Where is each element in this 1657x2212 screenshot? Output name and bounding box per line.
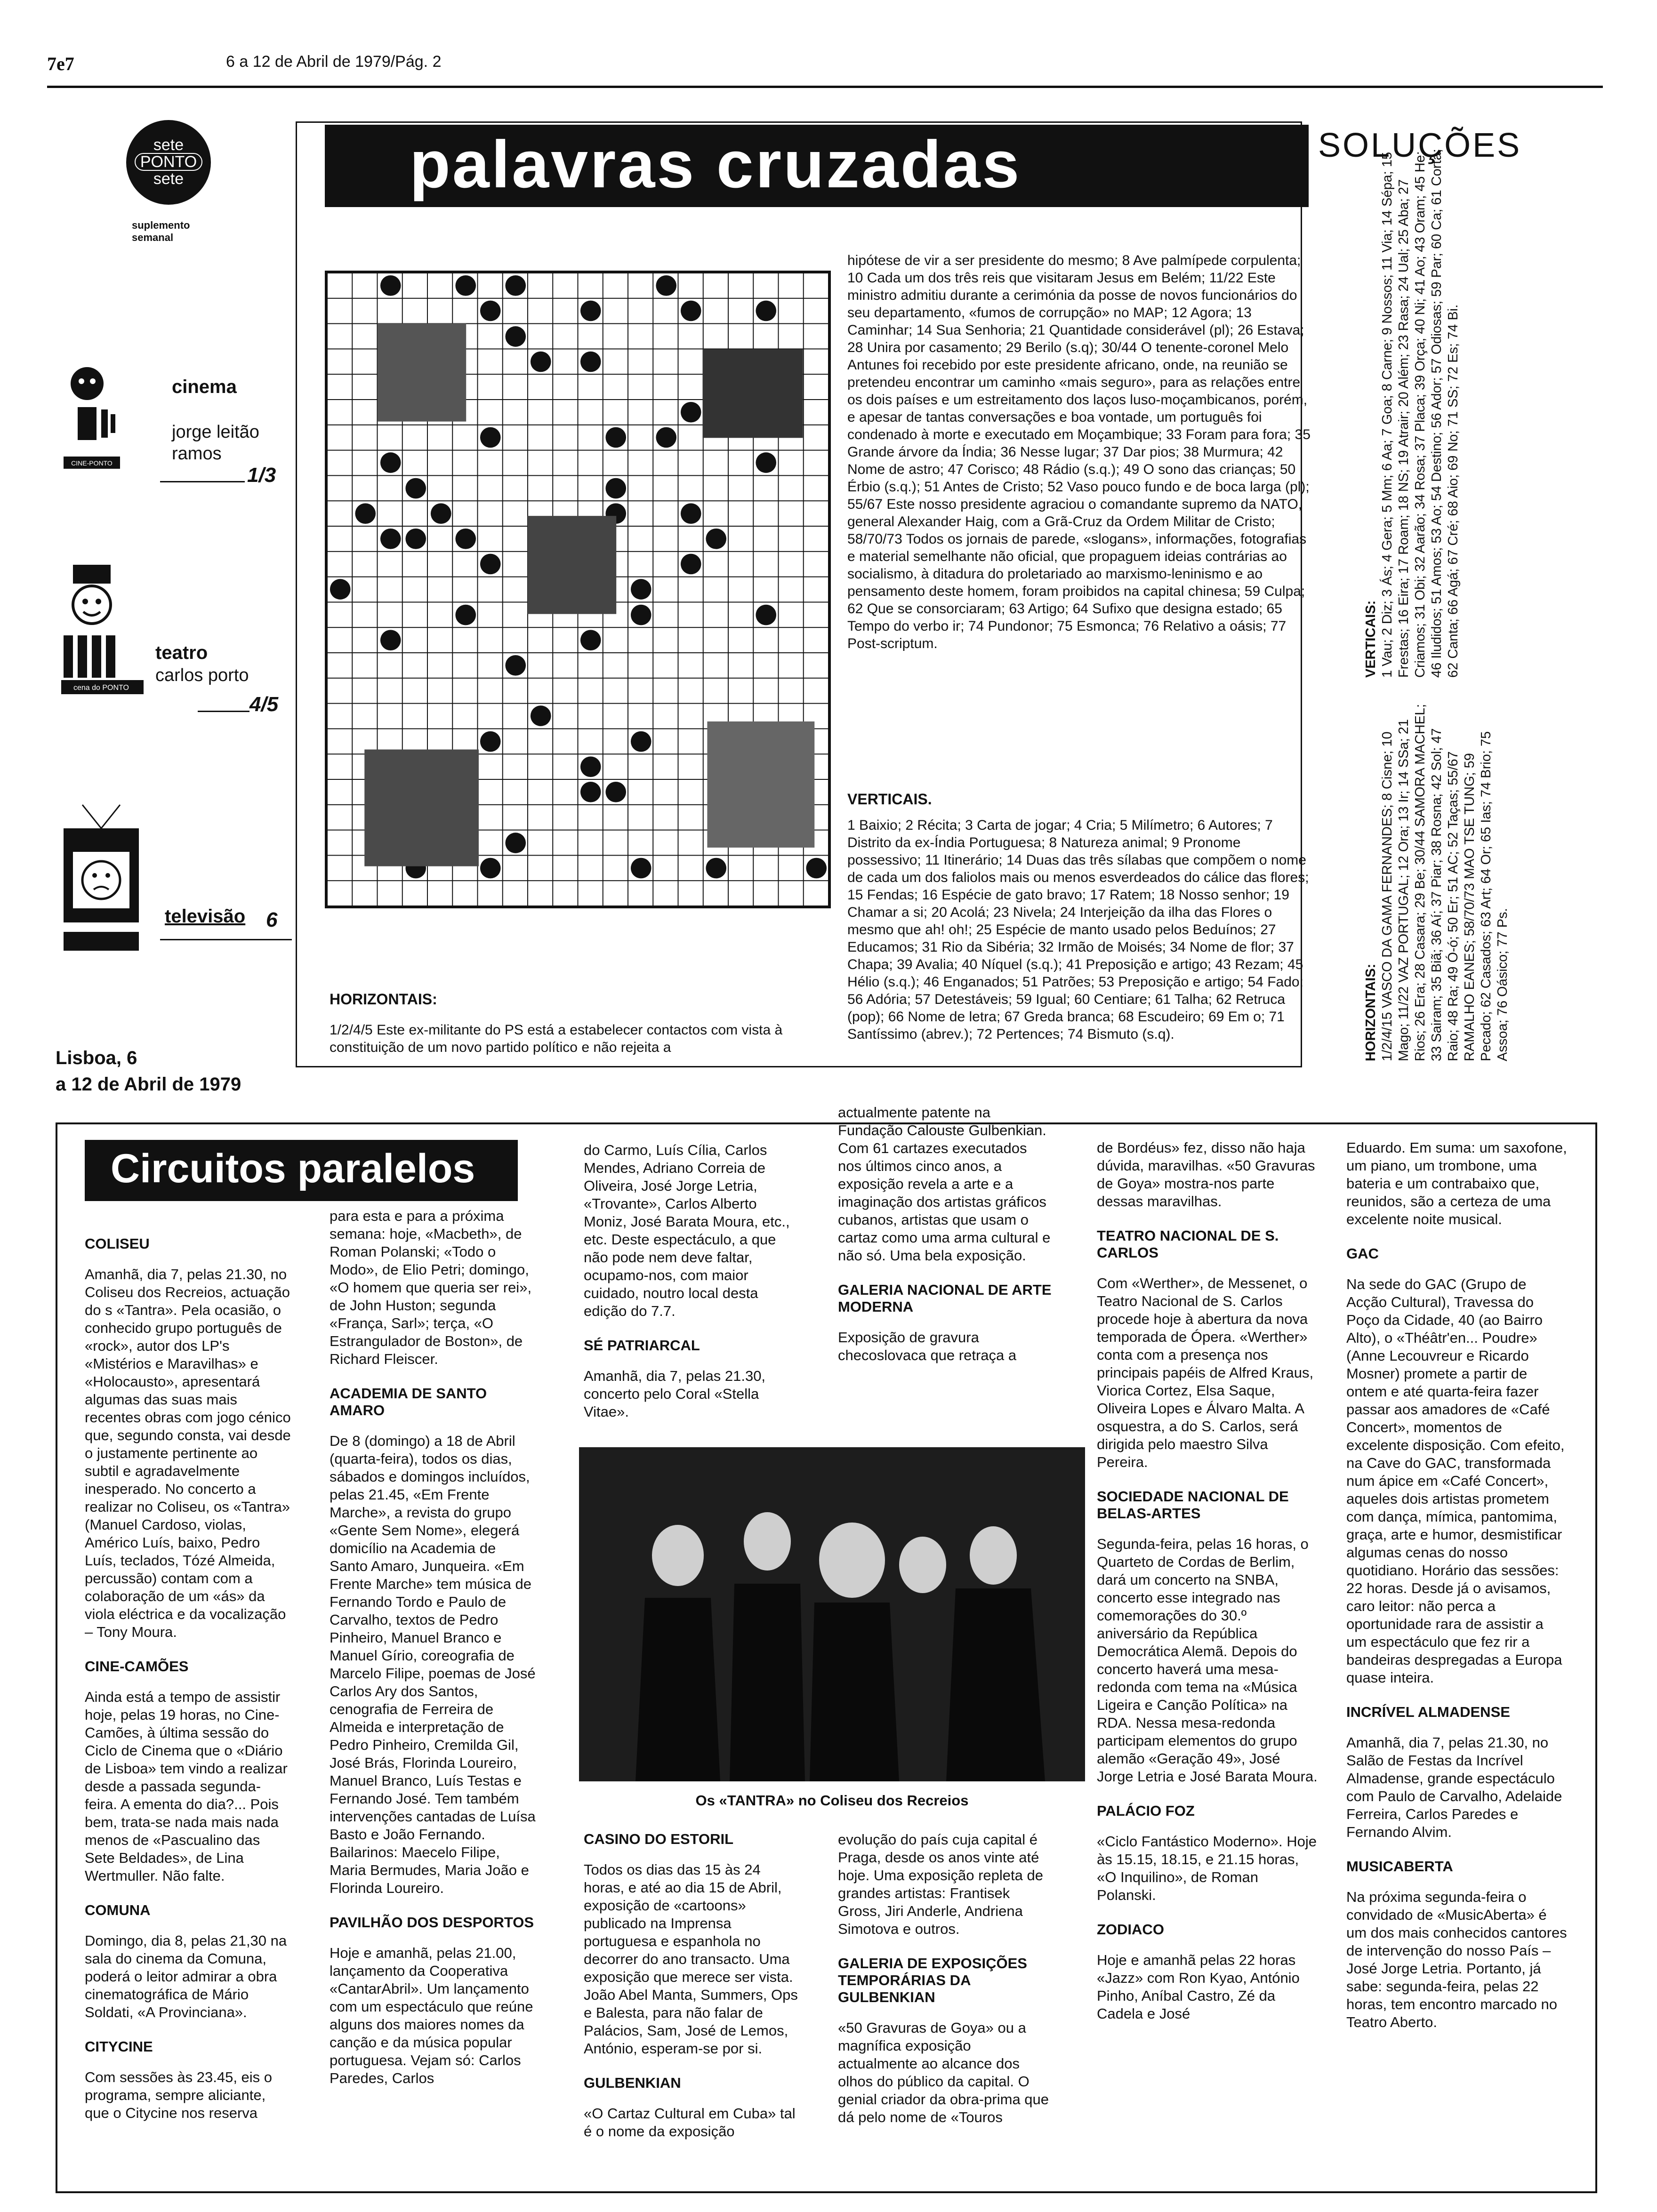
article-column-1 [85, 1235, 292, 2139]
verticais-heading: VERTICAIS. [847, 791, 932, 808]
article-heading: ACADEMIA DE SANTO AMARO [330, 1385, 487, 1419]
logo-line-3: sete [153, 170, 184, 188]
circuitos-title: Circuitos paralelos [111, 1146, 475, 1191]
issue-date: 6 a 12 de Abril de 1979/Pág. 2 [226, 53, 442, 71]
logo-line-2: PONTO [135, 153, 202, 171]
section-title-cinema: cinema [172, 377, 237, 397]
article-heading: CITYCINE [85, 2038, 153, 2055]
article-heading: MUSICABERTA [1346, 1858, 1453, 1875]
solutions-horizontais-text: 1/2/4/15 VASCO DA GAMA FERNANDES; 8 Cisne; 10 Mago; 11/22 VAZ PORTUGAL; 12 Ora; 13 Ir; 14 SSa; 21 Rios; 26 Era; 28 Casara; 29 Be; 30/44 SAMORA MACHEL; 33 Sairam; 35 Biã; 36 Aí; 37 Piar; 38 Rosna; 42 Sol; 47 Raio; 48 Ra; 49 Ó-ó; 50 Er; 51 AC; 52 Taças; 55/67 RAMALHO EANES; 58/70/73 MAO TSE TUNG; 59 Pecado; 62 Casados; 63 Art; 64 Or; 65 Ias; 74 Brio; 75 Assoa; 76 Oásico; 77 Ps. [1380, 704, 1510, 1061]
article-column-4b [838, 1831, 1054, 2143]
section-rule-televisao [160, 939, 292, 940]
article-body: Amanhã, dia 7, pelas 21.30, no Salão de Festas da Incrível Almadense, grande espectáculo com Paulo de Carvalho, Adelaide Ferreira, Carlos Paredes e Fernando Alvim. [1346, 1734, 1562, 1840]
section-author-cinema: jorge leitão ramos [172, 422, 259, 464]
article-column-3 [584, 1141, 800, 1438]
article-body: Na próxima segunda-feira o convidado de «MusicAberta» é um dos mais conhecidos cantores de intervenção do nosso País – José Jorge Letria. Portanto, já sabe: segunda-feira, pelas 22 horas, tem encontro marcado no Teatro Aberto. [1346, 1889, 1567, 2030]
article-body: «50 Gravuras de Goya» ou a magnífica exposição actualmente ao alcance dos olhos do público da capital. O genial criador da obra-prima que dá pelo nome de «Touros [838, 2020, 1049, 2125]
section-rule-cinema [160, 481, 245, 482]
tantra-band-photo [579, 1447, 1085, 1781]
header-rule [47, 86, 1603, 88]
article-body: De 8 (domingo) a 18 de Abril (quarta-feira), todos os dias, sábados e domingos incluídos, pelas 21.45, «Em Frente Marche», a revista do grupo «Gente Sem Nome», elegerá domicílio na Academia de Santo Amaro, Junqueira. «Em Frente Marche» tem música de Fernando Tordo e Paulo de Carvalho, textos de Pedro Pinheiro, Manuel Branco e Manuel Gírio, coreografia de Marcelo Filipe, poemas de José Carlos Ary dos Santos, cenografia de Ferreira de Almeida e interpretação de Pedro Pinheiro, Cremilda Gil, José Brás, Florinda Loureiro, Manuel Branco, Luís Testas e Fernando José. Tem também intervenções cantadas de Luísa Basto e João Fernando. Bailarinos: Maecelo Filipe, Maria Bermudes, Maria João e Florinda Loureiro. [330, 1433, 536, 1896]
article-body: Com sessões às 23.45, eis o programa, sempre aliciante, que o Citycine nos reserva [85, 2069, 273, 2121]
section-rule-teatro [198, 711, 249, 712]
photo-portrait-3 [528, 516, 616, 614]
section-author-teatro: carlos porto [155, 665, 249, 685]
tantra-band-figures [579, 1447, 1085, 1781]
article-column-6 [1346, 1139, 1568, 2048]
solutions-horizontais [1363, 704, 1511, 1061]
article-column-4 [838, 1104, 1054, 1381]
article-heading: GALERIA DE EXPOSIÇÕES TEMPORÁRIAS DA GULBENKIAN [838, 1955, 1027, 2005]
article-heading: COLISEU [85, 1235, 150, 1252]
article-column-3b [584, 1831, 800, 2157]
article-heading: PAVILHÃO DOS DESPORTOS [330, 1914, 534, 1931]
suplemento-label: suplemento semanal [132, 219, 190, 243]
solutions-verticais [1363, 141, 1462, 678]
article-body: Na sede do GAC (Grupo de Acção Cultural), Travessa do Poço da Cidade, 40 (ao Bairro Alto), o «Théâtr'en... Poudre» (Anne Lecouvreur e Ricardo Mosner) promete a partir de ontem e até quarta-feira fazer passar aos amadores de «Café Concert», momentos de excelente disposição. Com efeito, na Cave do GAC, transformada num ápice em «Café Concert», aqueles dois artistas prometem com dança, mímica, pantomima, graça, arte e humor, desmistificar algumas cenas do nosso quotidiano. Horário das sessões: 22 horas. Desde já o avisamos, caro leitor: não perca a oportunidade rara de assistir a um espectáculo que fez rir a bandeiras despregadas a Europa quase inteira. [1346, 1276, 1565, 1686]
article-heading: ZODIACO [1097, 1921, 1164, 1938]
sete-ponto-sete-logo [126, 120, 211, 205]
solutions-title: SOLUÇÕES [1318, 127, 1522, 164]
article-heading: INCRÍVEL ALMADENSE [1346, 1704, 1510, 1720]
article-body: para esta e para a próxima semana: hoje, «Macbeth», de Roman Polanski; «Todo o Modo», de Elio Petri; domingo, «O homem que queria ser rei», de John Huston; segunda «França, Sarl»; terça, «O Estrangulador de Boston», de Richard Fleiscer. [330, 1208, 532, 1367]
article-heading: CASINO DO ESTORIL [584, 1831, 734, 1847]
photo-caption: Os «TANTRA» no Coliseu dos Recreios [695, 1792, 969, 1809]
article-column-2 [330, 1207, 537, 2104]
article-heading: TEATRO NACIONAL DE S. CARLOS [1097, 1227, 1279, 1261]
article-heading: GULBENKIAN [584, 2075, 681, 2091]
section-page-cinema: 1/3 [247, 464, 276, 487]
article-heading: SOCIEDADE NACIONAL DE BELAS-ARTES [1097, 1488, 1289, 1522]
article-body: Todos os dias das 15 às 24 horas, e até ao dia 15 de Abril, exposição de «cartoons» publicado na Imprensa portuguesa e espanhola no decorrer do ano transacto. Uma exposição que merece ser vista. João Abel Manta, Summers, Ops e Balesta, para não falar de Palácios, Sam, José de Lemos, António, esperam-se por si. [584, 1861, 798, 2057]
crossword-grid [325, 271, 831, 908]
logo-line-1: sete [153, 136, 184, 154]
article-body: Exposição de gravura checoslovaca que retraça a [838, 1329, 1017, 1363]
article-heading: COMUNA [85, 1902, 151, 1918]
article-column-5 [1097, 1139, 1318, 2040]
article-heading: GALERIA NACIONAL DE ARTE MODERNA [838, 1282, 1052, 1315]
article-body: «O Cartaz Cultural em Cuba» tal é o nome da exposição [584, 2105, 796, 2140]
article-body: «Ciclo Fantástico Moderno». Hoje às 15.15, 18.15, e 21.15 horas, «O Inquilino», de Roman Polanski. [1097, 1833, 1317, 1903]
article-body: de Bordéus» fez, disso não haja dúvida, maravilhas. «50 Gravuras de Goya» mostra-nos parte dessas maravilhas. [1097, 1139, 1315, 1210]
article-body: Domingo, dia 8, pelas 21,30 na sala do cinema da Comuna, poderá o leitor admirar a obra cinematográfica de Mário Soldati, «A Provinciana». [85, 1932, 287, 2020]
horizontais-continued: hipótese de vir a ser presidente do mesmo; 8 Ave palmípede corpulenta; 10 Cada um dos três reis que visitaram Jesus em Belém; 11/22 Este ministro admitiu durante a cerimónia da posse de novos funcionários do seu departamento, «fumos de corrupção» no MAP; 12 Agora; 13 Caminhar; 14 Sua Senhoria; 21 Quantidade considerável (pl); 26 Estava; 28 Unira por casamento; 29 Berilo (s.q); 30/44 O tenente-coronel Melo Antunes foi recebido por este presidente africano, onde, na reunião se pretendeu encontrar um caminho «mais seguro», para as relações entre os dois países e um estreitamento dos laços luso-moçambicanos, porém, e apesar de tantas conversações e boa vontade, um português foi condenado à morte e executado em Moçambique; 33 Foram para fora; 35 Grande árvore da Índia; 36 Nesse lugar; 37 Dar pios; 38 Murmura; 42 Nome de astro; 47 Corisco; 48 Rádio (s.q.); 49 O sono das crianças; 50 Érbio (s.q.); 51 Antes de Cristo; 52 Vaso pouco fundo e de boca larga (pl); 55/67 Este nosso presidente agraciou o comandante supremo da NATO, general Alexander Haig, com a Grã-Cruz da Ordem Militar de Cristo; 58/70/73 Todos os jornais de parede, «slogans», informações, fotografias e material semelhante não oficial, que propaguem ideias contrárias ao socialismo, à ditadura do proletariado ao marxismo-leninismo e ao pensamento deste homem, foram proibidos na capital chinesa; 59 Culpa; 62 Que se consorciaram; 63 Artigo; 64 Sufixo que designa estado; 65 Tempo do verbo ir; 74 Pundonor; 75 Esmonca; 76 Relativo a oásis; 77 Post-scriptum. [847, 253, 1311, 651]
photo-portrait-1 [378, 323, 466, 421]
article-body: actualmente patente na Fundação Calouste Gulbenkian. Com 61 cartazes executados nos últimos cinco anos, a exposição revela a arte e a imaginação dos artistas gráficos cubanos, artistas que usam o cartaz como uma arma cultural e não só. Uma bela exposição. [838, 1104, 1051, 1264]
dateline [56, 1045, 241, 1098]
article-body: Eduardo. Em suma: um saxofone, um piano, um trombone, uma bateria e um contrabaixo que, reunidos, são a certeza de uma excelente noite musical. [1346, 1139, 1567, 1227]
article-body: Amanhã, dia 7, pelas 21.30, no Coliseu dos Recreios, actuação do s «Tantra». Pela ocasião, o conhecido grupo português de «rock», autor dos LP's «Mistérios e Maravilhas» e «Holocausto», apresentará algumas das suas mais recentes obras com jogo cénico que, segundo consta, vai desde o justamente pertinente ao subtil e agradavelmente inesperado. No concerto a realizar no Coliseu, os «Tantra» (Manuel Cardoso, violas, Américo Luís, baixo, Pedro Luís, teclados, Tózé Almeida, percussão) contam com a colaboração de um «ás» da viola eléctrica e da vocalização – Tony Moura. [85, 1266, 291, 1640]
photo-portrait-2 [703, 349, 803, 438]
section-title-televisao: televisão [165, 906, 246, 927]
masthead-logo: 7e7 [47, 53, 74, 74]
article-body: Hoje e amanhã, pelas 21.00, lançamento da Cooperativa «CantarAbril». Um lançamento com um espectáculo que reúne alguns dos maiores nomes da canção e da música popular portuguesa. Vejam só: Carlos Paredes, Carlos [330, 1945, 533, 2086]
article-body: Segunda-feira, pelas 16 horas, o Quarteto de Cordas de Berlim, dará um concerto na SNBA, concerto esse integrado nas comemorações do 30.º aniversário da República Democrática Alemã. Depois do concerto haverá uma mesa-redonda com tema na «Música Ligeira e Canção Política» na RDA. Nessa mesa-redonda participam elementos do grupo alemão «Geração 49», José Jorge Letria e José Barata Moura. [1097, 1536, 1318, 1785]
horizontais-clues: 1/2/4/5 Este ex-militante do PS está a estabelecer contactos com vista à constituição de um novo partido político e não rejeita a [330, 1022, 783, 1055]
article-body: evolução do país cuja capital é Praga, desde os anos vinte até hoje. Uma exposição repleta de grandes artistas: Frantisek Gross, Jiri Anderle, Andriena Simotova e outros. [838, 1831, 1043, 1937]
section-page-televisao: 6 [266, 908, 278, 931]
solutions-verticais-head: VERTICAIS: [1363, 600, 1378, 678]
verticais-clues: 1 Baixio; 2 Récita; 3 Carta de jogar; 4 Cria; 5 Milímetro; 6 Autores; 7 Distrito da ex-Índia Portuguesa; 8 Natureza animal; 9 Pronome possessivo; 11 Itinerário; 14 Duas das três sílabas que compõem o nome de cada um dos faliolos mais ou menos esverdeados do cálice das flores; 15 Fendas; 16 Espécie de gato bravo; 17 Ratem; 18 Nosso senhor; 19 Chamar a si; 20 Acolá; 23 Nivela; 24 Interjeição da ilha das Flores o mesmo que ah! oh!; 25 Espécie de manto usado pelos Beduínos; 27 Educamos; 31 Rio da Sibéria; 32 Irmão de Moisés; 34 Nome de flor; 37 Chapa; 39 Avalia; 40 Níquel (s.q.); 41 Preposição e artigo; 43 Rezam; 45 Hélio (s.q.); 46 Enganados; 51 Patrões; 53 Preposição e artigo; 54 Fado; 56 Adória; 57 Detestáveis; 59 Igual; 60 Centiare; 61 Talha; 62 Retruca (pop); 66 Nome de letra; 67 Greda branca; 68 Escudeiro; 69 Em o; 71 Santíssimo (abrev.); 72 Pertences; 74 Bismuto (s.q). [847, 817, 1309, 1042]
svg-text:cena do PONTO: cena do PONTO [73, 684, 129, 692]
article-body: Ainda está a tempo de assistir hoje, pelas 19 horas, no Cine-Camões, à última sessão do Ciclo de Cinema que o «Diário de Lisboa» tem vindo a realizar desde a passada segunda-feira. A ementa do dia?... Pois bem, trata-se nada mais nada menos de «Pascualino das Sete Beldades», de Lina Wertmuller. Não falte. [85, 1689, 288, 1884]
svg-text:CINE-PONTO: CINE-PONTO [71, 459, 113, 467]
article-heading: SÉ PATRIARCAL [584, 1337, 700, 1354]
teatro-mascot-icon [54, 565, 158, 701]
photo-portrait-4 [707, 721, 814, 848]
solutions-verticais-text: 1 Vau; 2 Diz; 3 Ás; 4 Gera; 5 Mm; 6 Aa; 7 Goa; 8 Carne; 9 Nossos; 11 Via; 14 Sépa; 15 Frestas; 16 Eira; 17 Roam; 18 NS; 19 Atrair; 20 Além; 23 Rasa; 24 Ual; 25 Aba; 27 Criamos; 31 Obi; 32 Aarão; 34 Rosa; 37 Placa; 39 Orça; 40 Ni; 41 Ao; 43 Oram; 45 He; 46 Iludidos; 51 Amos; 53 Ao; 54 Destino; 56 Ador; 57 Odiosas; 59 Par; 60 Ca; 61 Corta; 62 Canta; 66 Agá; 67 Cré; 68 Aio; 69 No; 71 SS; 72 Es; 74 Bi. [1380, 149, 1461, 678]
article-body: Com «Werther», de Messenet, o Teatro Nacional de S. Carlos procede hoje à abertura da nova temporada de Ópera. «Werther» conta com a presença nos principais papéis de Alfred Kraus, Viorica Cortez, Elsa Saque, Oliveira Lopes e Álvaro Malta. A osquestra, a do S. Carlos, será dirigida pelo maestro Silva Pereira. [1097, 1275, 1314, 1470]
dateline-line-1: Lisboa, 6 [56, 1048, 137, 1068]
article-heading: CINE-CAMÕES [85, 1658, 189, 1675]
solutions-horizontais-head: HORIZONTAIS: [1363, 963, 1378, 1061]
photo-portrait-5 [364, 749, 479, 866]
section-page-teatro: 4/5 [249, 693, 279, 716]
article-body: Hoje e amanhã pelas 22 horas «Jazz» com Ron Kyao, António Pinho, Aníbal Castro, Zé da Cadela e José [1097, 1952, 1300, 2022]
crossword-title: palavras cruzadas [410, 127, 1022, 202]
article-body: Amanhã, dia 7, pelas 21.30, concerto pelo Coral «Stella Vitae». [584, 1368, 766, 1420]
article-heading: PALÁCIO FOZ [1097, 1803, 1195, 1819]
section-title-teatro: teatro [155, 642, 208, 663]
article-body: do Carmo, Luís Cília, Carlos Mendes, Adriano Correia de Oliveira, José Jorge Letria, «Trovante», Carlos Alberto Moniz, José Barata Moura, etc., etc. Deste espectáculo, a que não pode nem deve faltar, ocupamo-nos, com maior cuidado, noutro local desta edição do 7.7. [584, 1142, 790, 1319]
horizontais-heading: HORIZONTAIS: [330, 991, 437, 1008]
televisao-mascot-icon [54, 800, 158, 955]
cinema-mascot-icon [54, 362, 158, 480]
dateline-line-2: a 12 de Abril de 1979 [56, 1074, 241, 1095]
article-heading: GAC [1346, 1245, 1379, 1262]
